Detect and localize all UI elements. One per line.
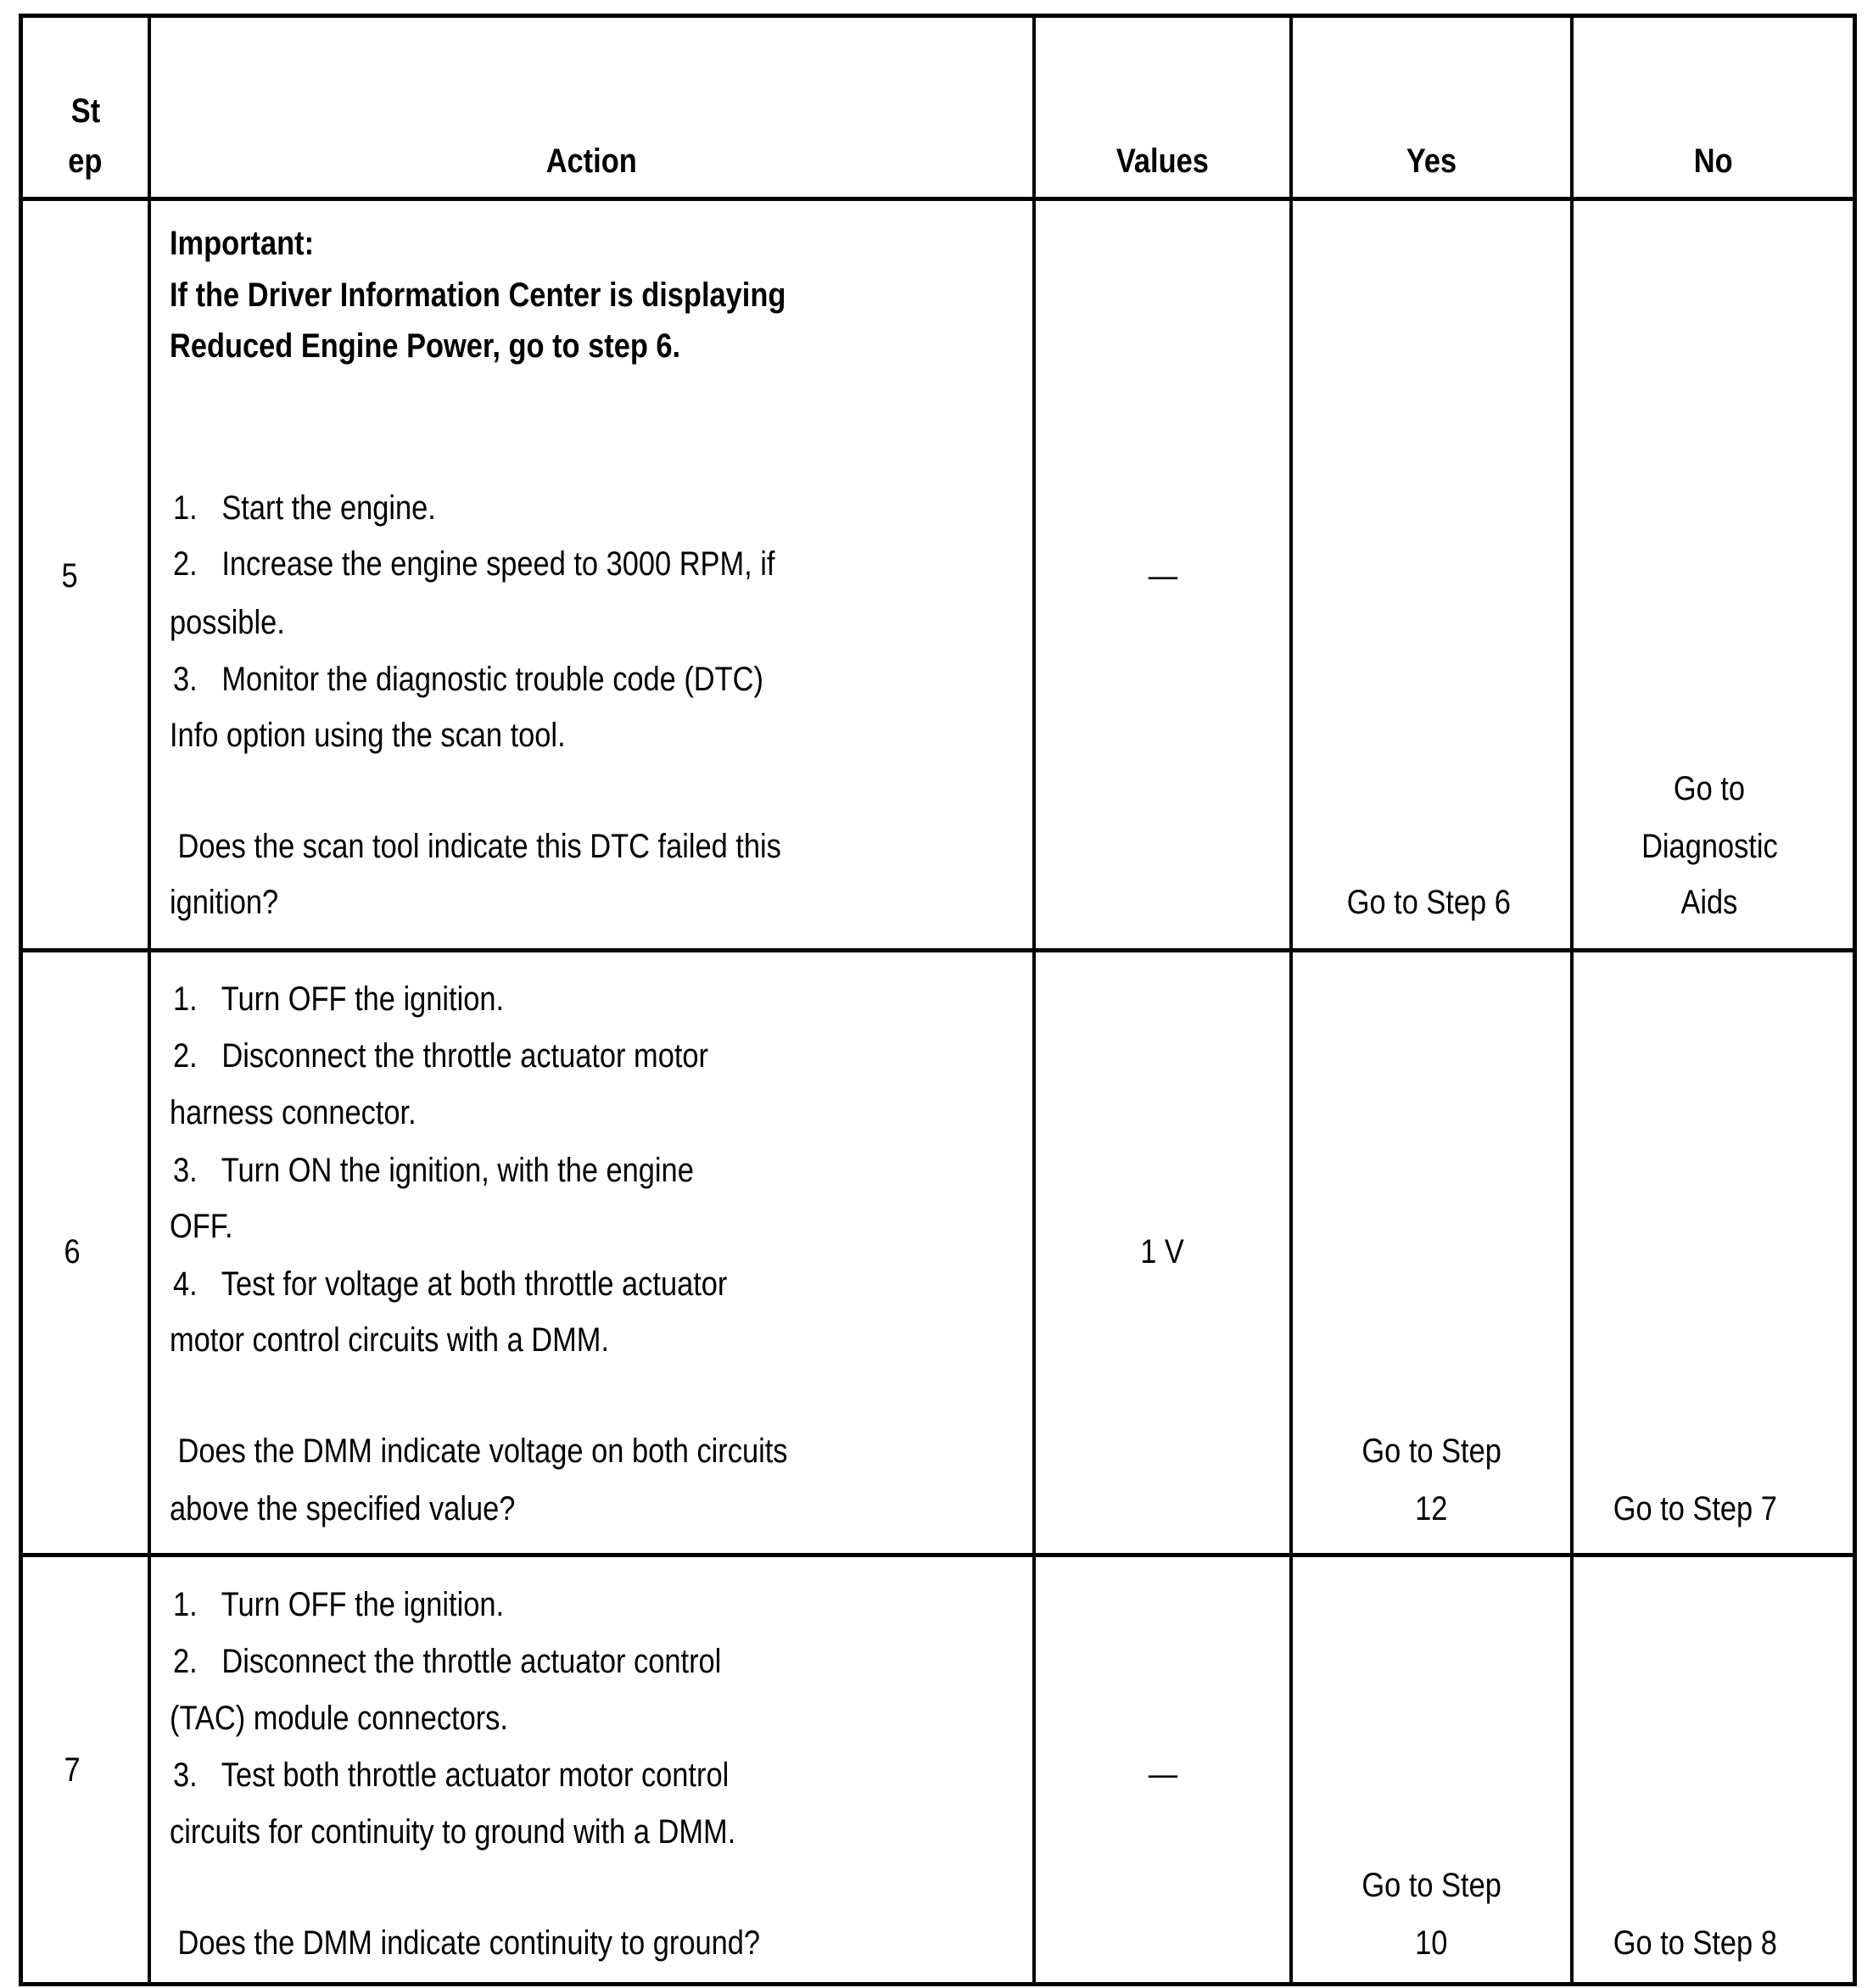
value-cell: — — [1148, 557, 1177, 595]
action-line: 1. Start the engine. — [173, 489, 436, 527]
header-step-line1: St — [70, 92, 100, 130]
action-line: 3. Test both throttle actuator motor control — [173, 1756, 730, 1794]
value-cell: — — [1148, 1756, 1177, 1793]
yes-link[interactable]: Go to Step 6 — [1346, 884, 1511, 921]
column-divider — [1570, 14, 1574, 1986]
no-link[interactable]: Diagnostic — [1641, 828, 1778, 865]
column-divider — [148, 14, 151, 1986]
action-line: 3. Monitor the diagnostic trouble code (DTC) — [173, 661, 763, 698]
action-line: Info option using the scan tool. — [170, 717, 566, 754]
action-question: above the specified value? — [170, 1490, 516, 1527]
header-no-label: No — [1693, 142, 1733, 180]
table-border-bottom — [19, 1982, 1856, 1986]
important-note: Reduced Engine Power, go to step 6. — [170, 327, 681, 365]
yes-link[interactable]: Go to Step — [1361, 1867, 1501, 1904]
header-divider — [19, 197, 1856, 201]
action-line: circuits for continuity to ground with a DMM. — [170, 1813, 736, 1851]
header-step — [23, 94, 148, 128]
header-yes — [1293, 144, 1570, 178]
header-yes-label: Yes — [1406, 142, 1457, 180]
step-number: 7 — [64, 1751, 81, 1789]
action-line: 1. Turn OFF the ignition. — [173, 1586, 505, 1623]
header-values — [1036, 144, 1289, 178]
yes-link[interactable]: 12 — [1415, 1490, 1448, 1527]
header-values-label: Values — [1115, 142, 1210, 180]
no-link[interactable]: Go to — [1673, 770, 1746, 807]
action-line: 1. Turn OFF the ignition. — [173, 980, 505, 1018]
column-divider — [1289, 14, 1293, 1986]
action-line: possible. — [170, 604, 285, 641]
action-line: 3. Turn ON the ignition, with the engine — [173, 1152, 694, 1189]
step-number: 5 — [61, 557, 78, 595]
header-step-line2: ep — [68, 142, 103, 180]
row-divider — [19, 948, 1856, 952]
yes-link[interactable]: Go to Step — [1361, 1432, 1501, 1470]
column-divider — [1032, 14, 1036, 1986]
header-no — [1574, 144, 1853, 178]
important-note: If the Driver Information Center is displaying — [170, 276, 786, 314]
action-question: ignition? — [170, 884, 279, 921]
action-line: (TAC) module connectors. — [170, 1700, 508, 1737]
action-question: Does the DMM indicate voltage on both circuits — [170, 1432, 788, 1470]
table-border-top — [19, 14, 1856, 18]
header-action-label: Action — [545, 142, 638, 180]
no-link[interactable]: Aids — [1680, 884, 1738, 921]
no-link[interactable]: Go to Step 7 — [1613, 1490, 1777, 1527]
no-link[interactable]: Go to Step 8 — [1613, 1924, 1777, 1962]
yes-link[interactable]: 10 — [1415, 1924, 1448, 1962]
action-question: Does the DMM indicate continuity to ground? — [170, 1924, 761, 1962]
important-label: Important: — [170, 225, 315, 262]
action-line: 2. Increase the engine speed to 3000 RPM, if — [173, 545, 775, 583]
action-line: motor control circuits with a DMM. — [170, 1321, 610, 1359]
step-number: 6 — [64, 1233, 81, 1270]
table-border-right — [1853, 14, 1857, 1986]
action-line: OFF. — [170, 1208, 233, 1245]
action-line: 2. Disconnect the throttle actuator control — [173, 1643, 722, 1680]
action-question: Does the scan tool indicate this DTC failed this — [170, 828, 781, 865]
action-line: 2. Disconnect the throttle actuator motor — [173, 1037, 708, 1075]
row-divider — [19, 1553, 1856, 1557]
header-step-cont — [23, 144, 148, 178]
value-cell: 1 V — [1140, 1233, 1185, 1270]
table-border-left — [19, 14, 23, 1986]
header-action — [151, 144, 1032, 178]
action-line: 4. Test for voltage at both throttle actuator — [173, 1265, 728, 1303]
action-line: harness connector. — [170, 1094, 417, 1131]
